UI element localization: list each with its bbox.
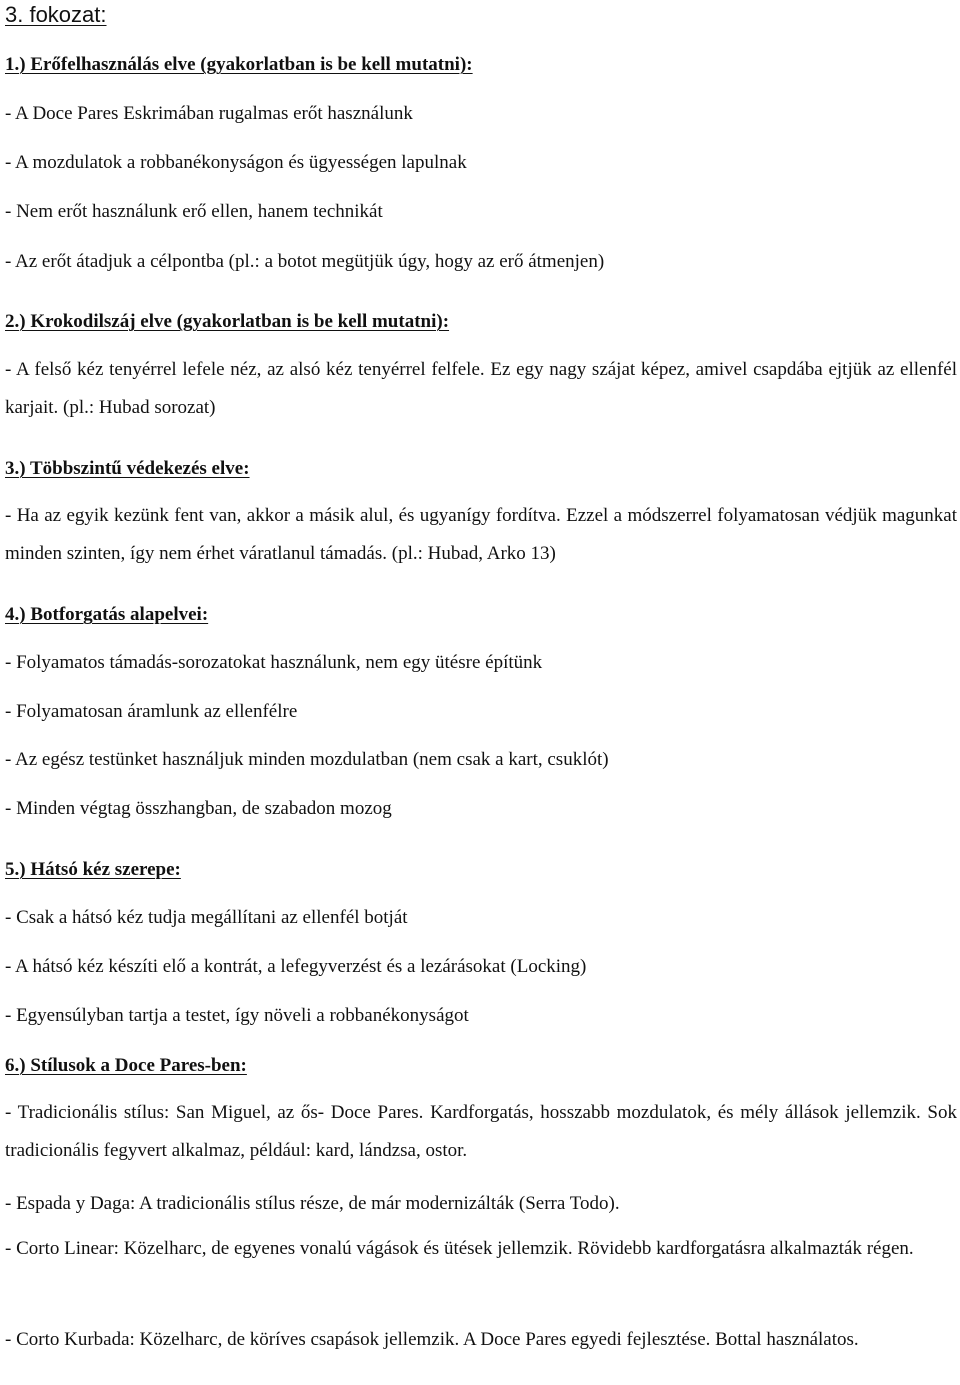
section-6-paragraph-2: - Espada y Daga: A tradicionális stílus része, de már modernizálták (Serra Todo). [5, 1193, 620, 1214]
page-heading: 3. fokozat: [5, 2, 107, 27]
section-5-line-3: - Egyensúlyban tartja a testet, így növeli a robbanékonyságot [5, 1005, 469, 1026]
section-1-line-2: - A mozdulatok a robbanékonyságon és ügyességen lapulnak [5, 152, 467, 173]
section-5-line-2: - A hátsó kéz készíti elő a kontrát, a lefegyverzést és a lezárásokat (Locking) [5, 956, 587, 977]
section-5-title: 5.) Hátsó kéz szerepe: [5, 859, 181, 880]
section-3-title: 3.) Többszintű védekezés elve: [5, 458, 250, 479]
section-5-line-1: - Csak a hátsó kéz tudja megállítani az ellenfél botját [5, 907, 408, 928]
section-6-title: 6.) Stílusok a Doce Pares-ben: [5, 1055, 247, 1076]
section-4-line-4: - Minden végtag összhangban, de szabadon mozog [5, 798, 392, 819]
section-3-paragraph: - Ha az egyik kezünk fent van, akkor a másik alul, és ugyanígy fordítva. Ezzel a módszerrel folyamatosan védjük magunkat minden szinten, így nem érhet váratlanul támadás. (pl.: Hubad, Arko 13) [5, 505, 957, 564]
section-4-line-2: - Folyamatosan áramlunk az ellenfélre [5, 701, 298, 722]
section-6-paragraph-1: - Tradicionális stílus: San Miguel, az ős- Doce Pares. Kardforgatás, hosszabb mozdulatok, és mély állások jellemzik. Sok tradicionális fegyvert alkalmaz, például: kard, lándzsa, ostor. [5, 1102, 957, 1161]
section-4-line-1: - Folyamatos támadás-sorozatokat használunk, nem egy ütésre építünk [5, 652, 543, 673]
section-1-line-4: - Az erőt átadjuk a célpontba (pl.: a botot megütjük úgy, hogy az erő átmenjen) [5, 251, 605, 272]
section-6-paragraph-3: - Corto Linear: Közelharc, de egyenes vonalú vágások és ütések jellemzik. Rövidebb kardforgatásra alkalmazták régen. [5, 1238, 914, 1259]
section-1-line-1: - A Doce Pares Eskrimában rugalmas erőt használunk [5, 103, 413, 124]
section-4-line-3: - Az egész testünket használjuk minden mozdulatban (nem csak a kart, csuklót) [5, 749, 609, 770]
section-2-paragraph: - A felső kéz tenyérrel lefele néz, az alsó kéz tenyérrel felfele. Ez egy nagy szájat képez, amivel csapdába ejtjük az ellenfél karjait. (pl.: Hubad sorozat) [5, 359, 957, 418]
section-1-title: 1.) Erőfelhasználás elve (gyakorlatban is be kell mutatni): [5, 54, 473, 75]
section-6-paragraph-4: - Corto Kurbada: Közelharc, de köríves csapások jellemzik. A Doce Pares egyedi fejlesztése. Bottal használatos. [5, 1329, 859, 1350]
section-4-title: 4.) Botforgatás alapelvei: [5, 604, 209, 625]
section-2-title: 2.) Krokodilszáj elve (gyakorlatban is be kell mutatni): [5, 311, 450, 332]
section-1-line-3: - Nem erőt használunk erő ellen, hanem technikát [5, 201, 383, 222]
